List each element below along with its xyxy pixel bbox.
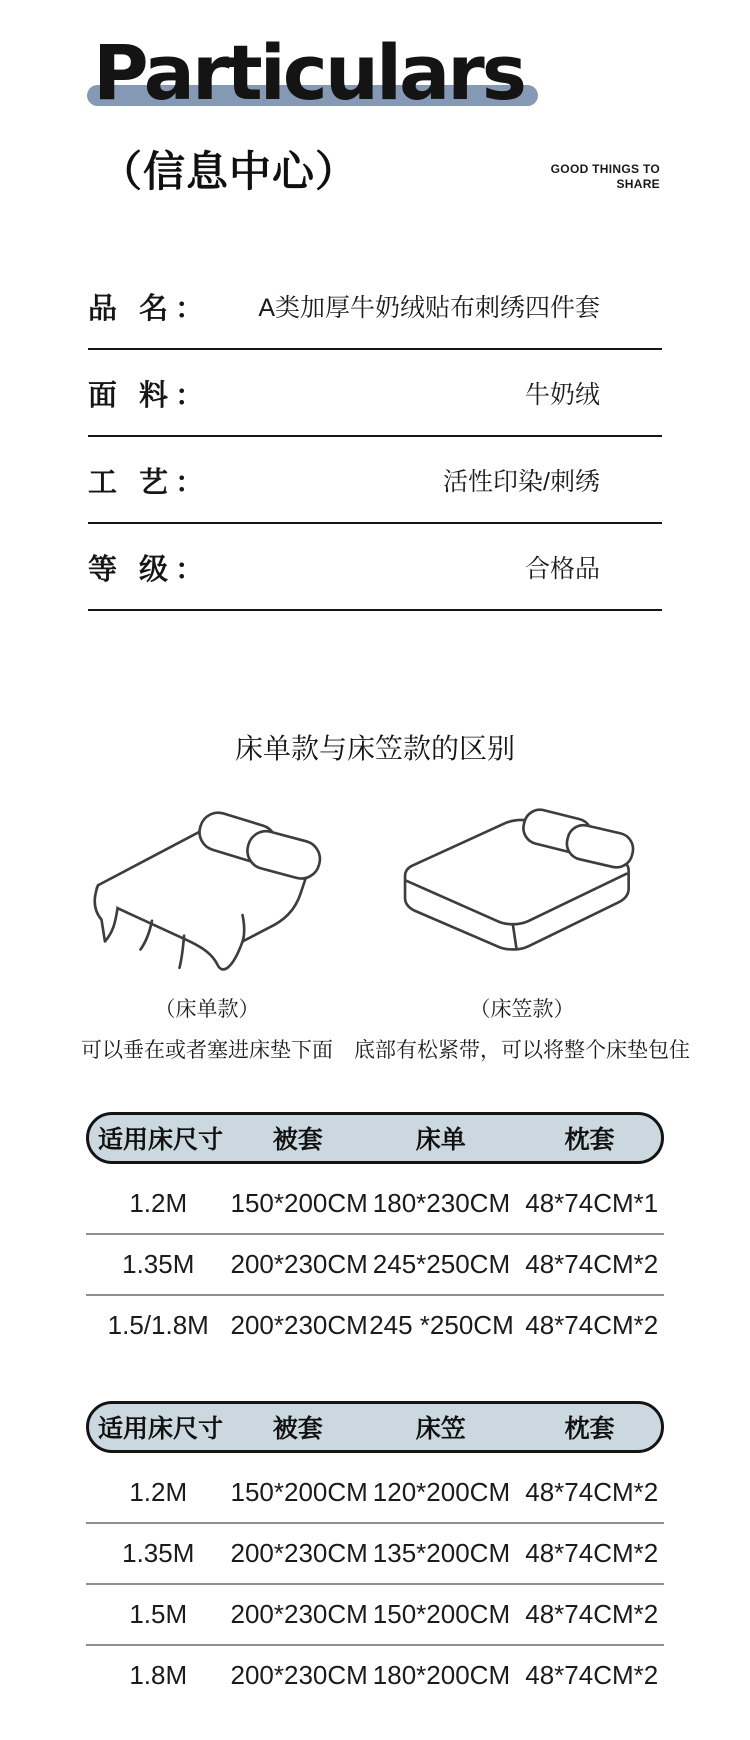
column-header: 枕套 [564,1125,615,1154]
spec-value: 合格品 [524,555,600,584]
spec-label: 品 名： [88,292,212,325]
table-header [86,1112,664,1164]
spec-label: 面 料： [88,379,212,412]
figure-caption: （床笠款） [469,997,575,1021]
spec-value: A类加厚牛奶绒贴布刺绣四件套 [258,294,600,323]
table-cell: 1.2M [129,1187,188,1218]
table-row [86,1233,664,1294]
tagline [551,162,660,199]
table-cell: 48*74CM*2 [525,1309,659,1340]
table-cell: 1.2M [129,1476,188,1507]
spec-row [88,524,662,611]
table-cell: 245*250CM [372,1248,511,1279]
page-subtitle: （信息中心） [100,147,359,195]
table-cell: 135*200CM [372,1537,511,1568]
sub-header [100,139,660,199]
spec-label: 等 级： [88,553,212,586]
table-cell: 1.35M [122,1248,195,1279]
table-header [86,1401,664,1453]
spec-row [88,437,662,524]
column-header: 被套 [272,1125,323,1154]
sheet-style-figure [60,805,354,1064]
column-header: 床单 [415,1125,466,1154]
table-cell: 200*230CM [230,1598,368,1629]
size-table [86,1112,664,1355]
table-cell: 1.35M [122,1537,195,1568]
table-row [86,1174,664,1233]
table-cell: 48*74CM*2 [525,1248,659,1279]
table-cell: 48*74CM*2 [525,1659,659,1690]
table-cell: 150*200CM [230,1476,368,1507]
table-cell: 200*230CM [230,1537,368,1568]
table-cell: 200*230CM [230,1309,368,1340]
page-title: Particulars [93,28,525,117]
spec-value: 活性印染/刺绣 [443,468,600,497]
table-cell: 1.5/1.8M [107,1309,209,1340]
fitted-style-figure [354,805,690,1064]
table-cell: 150*200CM [230,1187,368,1218]
column-header: 枕套 [564,1414,615,1443]
table-cell: 180*200CM [372,1659,511,1690]
table-cell: 1.8M [129,1659,188,1690]
table-cell: 48*74CM*1 [525,1187,659,1218]
spec-label: 工 艺： [88,466,212,499]
comparison-title: 床单款与床笠款的区别 [234,732,515,764]
table-row [86,1294,664,1355]
table-row [86,1583,664,1644]
column-header: 床笠 [415,1414,466,1443]
bed-fitted-illustration [387,805,657,977]
size-table [86,1401,664,1705]
table-cell: 48*74CM*2 [525,1476,659,1507]
table-cell: 120*200CM [372,1476,511,1507]
hero [93,28,525,117]
comparison-figures [60,805,690,1064]
table-cell: 180*230CM [372,1187,511,1218]
tagline-line2: SHARE [616,177,660,192]
table-cell: 48*74CM*2 [525,1537,659,1568]
table-body [86,1463,664,1705]
table-cell: 200*230CM [230,1659,368,1690]
table-row [86,1463,664,1522]
figure-description: 底部有松紧带，可以将整个床垫包住 [354,1038,690,1062]
figure-caption: （床单款） [154,997,260,1021]
spec-row [88,263,662,350]
spec-list [88,263,662,611]
table-cell: 245 *250CM [369,1309,514,1340]
table-body [86,1174,664,1355]
table-cell: 150*200CM [372,1598,511,1629]
column-header: 被套 [272,1414,323,1443]
bed-sheet-illustration [64,805,350,977]
column-header: 适用床尺寸 [97,1125,223,1154]
table-cell: 200*230CM [230,1248,368,1279]
table-cell: 1.5M [129,1598,188,1629]
table-row [86,1644,664,1705]
column-header: 适用床尺寸 [97,1414,223,1443]
figure-description: 可以垂在或者塞进床垫下面 [81,1038,333,1062]
table-cell: 48*74CM*2 [525,1598,659,1629]
tagline-line1: GOOD THINGS TO [550,161,660,176]
spec-value: 牛奶绒 [524,381,600,410]
spec-row [88,350,662,437]
table-row [86,1522,664,1583]
size-tables [0,1112,750,1705]
